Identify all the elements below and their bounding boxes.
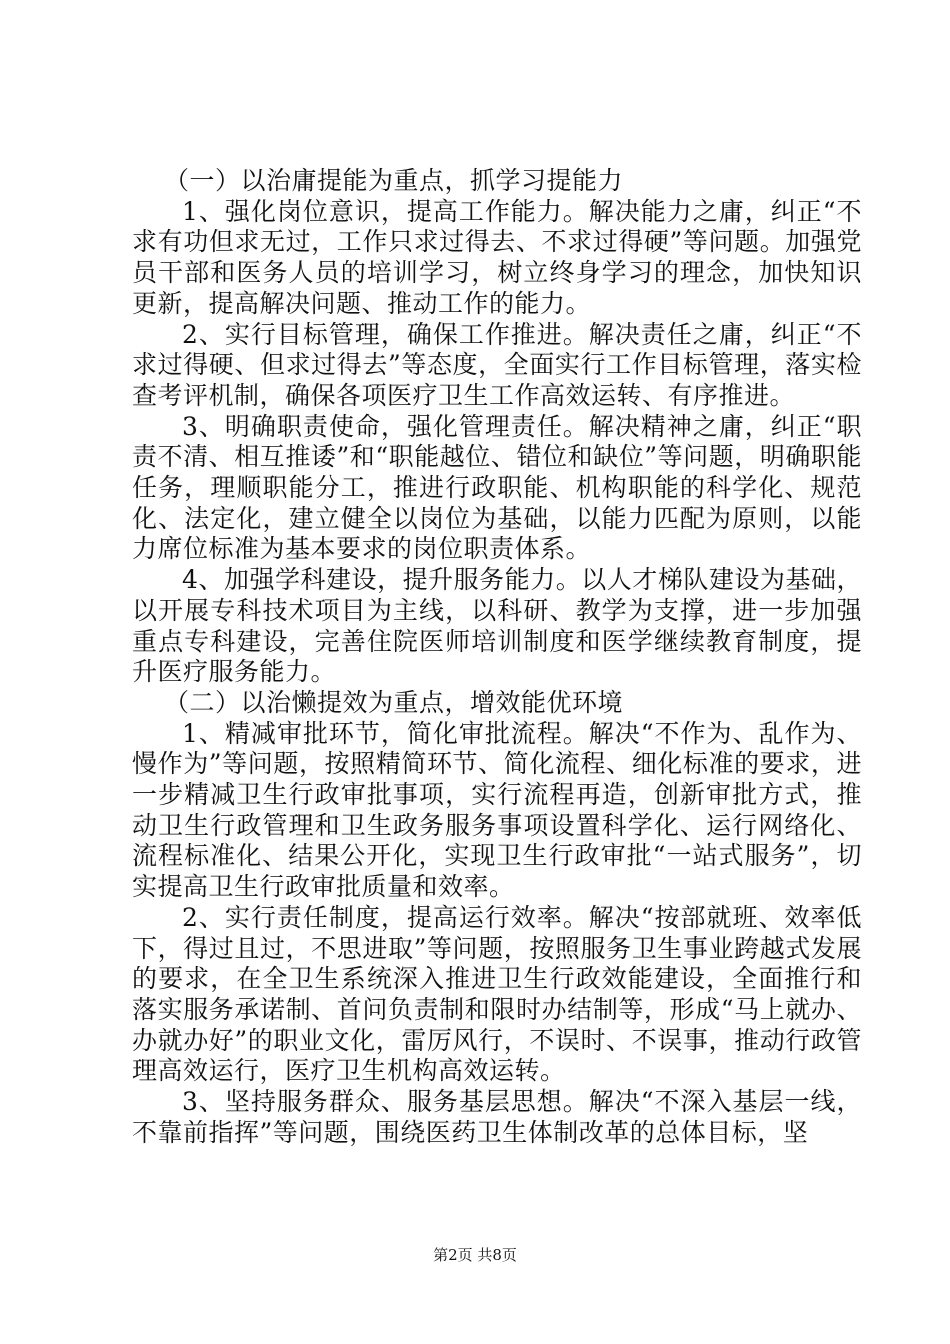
paragraph-1-4: 4、加强学科建设，提升服务能力。以人才梯队建设为基础，以开展专科技术项目为主线，以科研、教学为支撑，进一步加强重点专科建设，完善住院医师培训制度和医学继续教育制度，提升医疗服务能力。 [132,565,862,687]
paragraph-2-3: 3、坚持服务群众、服务基层思想。解决“不深入基层一线，不靠前指挥”等问题，围绕医药卫生体制改革的总体目标，坚 [132,1087,862,1147]
section-heading-2: （二）以治懒提效为重点，增效能优环境 [164,687,624,717]
document-body [132,166,862,1149]
section-heading-1: （一）以治庸提能为重点，抓学习提能力 [164,166,624,195]
paragraph-1-2: 2、实行目标管理，确保工作推进。解决责任之庸，纠正“不求过得硬、但求过得去”等态度，全面实行工作目标管理，落实检查考评机制，确保各项医疗卫生工作高效运转、有序推进。 [132,319,862,410]
paragraph-2-1: 1、精减审批环节，简化审批流程。解决“不作为、乱作为、慢作为”等问题，按照精简环节、简化流程、细化标准的要求，进一步精减卫生行政审批事项，实行流程再造，创新审批方式，推动卫生行政管理和卫生政务服务事项设置科学化、运行网络化、流程标准化、结果公开化，实现卫生行政审批“一站式服务”，切实提高卫生行政审批质量和效率。 [132,718,862,902]
page-number-footer: 第2页 共8页 [433,1246,517,1264]
paragraph-2-2: 2、实行责任制度，提高运行效率。解决“按部就班、效率低下，得过且过，不思进取”等问题，按照服务卫生事业跨越式发展的要求，在全卫生系统深入推进卫生行政效能建设，全面推行和落实服务承诺制、首问负责制和限时办结制等，形成“马上就办、办就办好”的职业文化，雷厉风行，不误时、不误事，推动行政管理高效运行，医疗卫生机构高效运转。 [132,902,862,1086]
paragraph-1-3: 3、明确职责使命，强化管理责任。解决精神之庸，纠正“职责不清、相互推诿”和“职能越位、错位和缺位”等问题，明确职能任务，理顺职能分工，推进行政职能、机构职能的科学化、规范化、法定化，建立健全以岗位为基础，以能力匹配为原则，以能力席位标准为基本要求的岗位职责体系。 [132,411,862,564]
paragraph-1-1: 1、强化岗位意识，提高工作能力。解决能力之庸，纠正“不求有功但求无过，工作只求过得去、不求过得硬”等问题。加强党员干部和医务人员的培训学习，树立终身学习的理念，加快知识更新，提高解决问题、推动工作的能力。 [132,196,862,318]
